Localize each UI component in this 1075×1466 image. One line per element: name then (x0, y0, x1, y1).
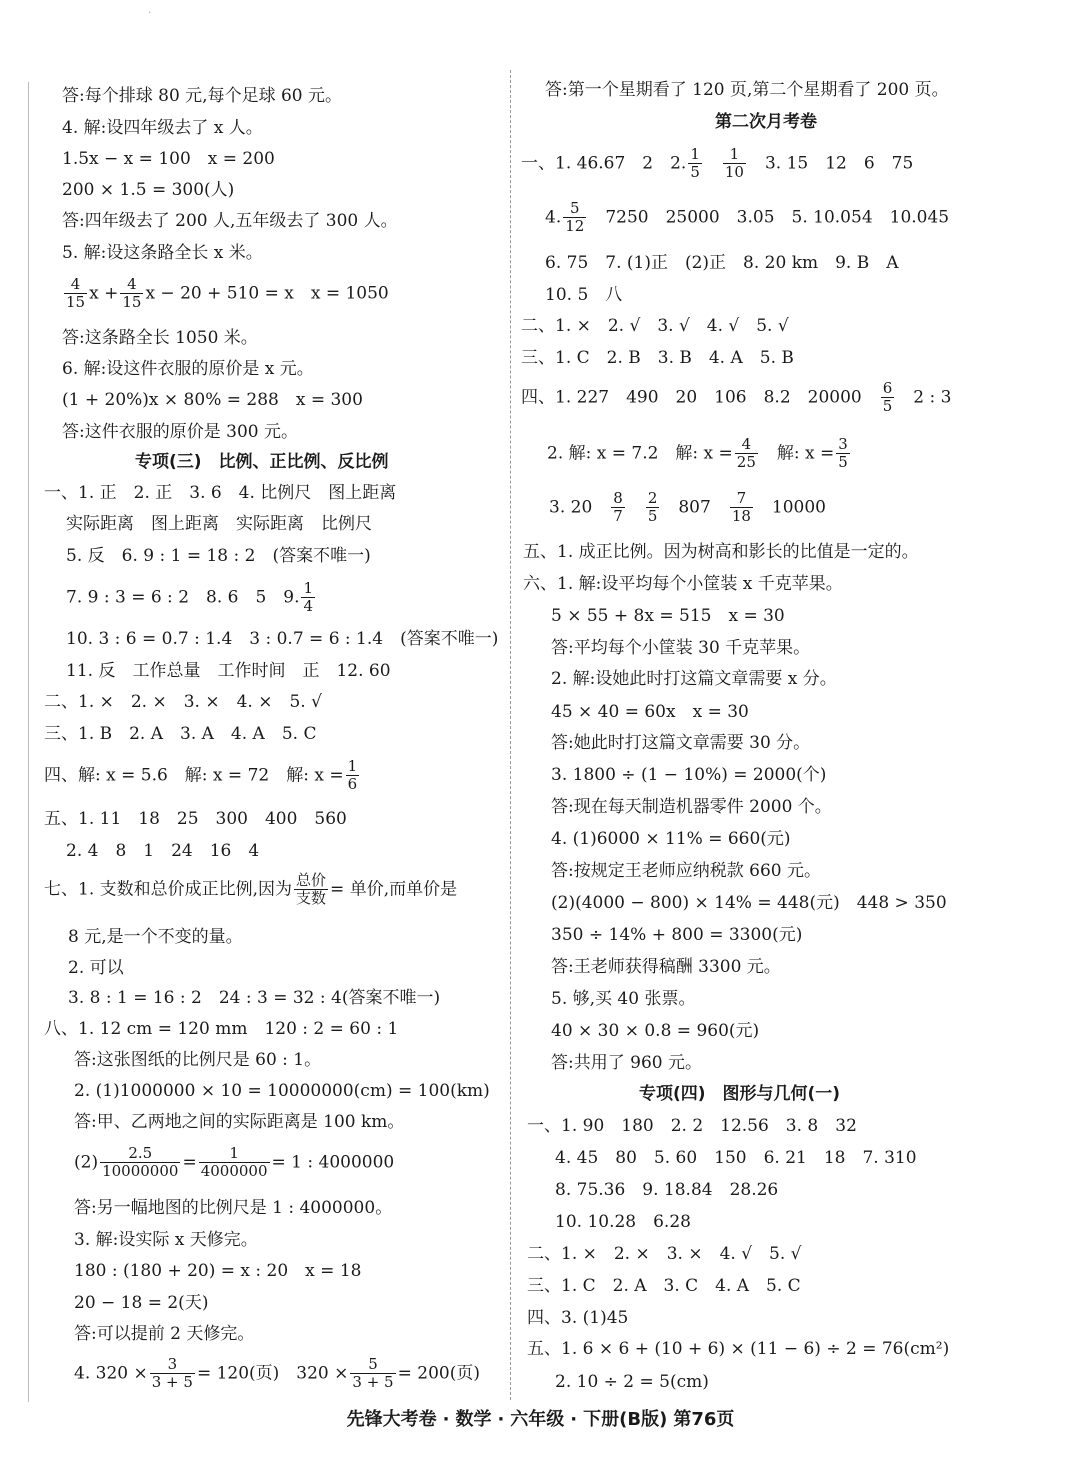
answer-line: 一、1. 46.67 2 2. $\frac{1}{5}$ $\frac{1}{10}$ 3. 15 12 6 75 (521, 145, 914, 181)
fraction: $\frac{4}{25}$ (736, 435, 756, 471)
fraction: $\frac{1}{5}$ (690, 145, 700, 181)
fraction: $\frac{7}{18}$ (731, 489, 751, 525)
left-margin-rule (28, 82, 29, 1402)
answer-line: 10. 3 : 6 = 0.7 : 1.4 3 : 0.7 = 6 : 1.4 (答案不唯一) (66, 629, 499, 649)
fraction: $\frac{3}{3 + 5}$ (151, 1355, 193, 1391)
answer-line: 4. 320 × $\frac{3}{3 + 5}$ = 120(页) 320 × $\frac{5}{3 + 5}$ = 200(页) (74, 1355, 480, 1391)
answer-line: 5. 够,买 40 张票。 (551, 989, 696, 1009)
answer-line: 350 ÷ 14% + 800 = 3300(元) (551, 925, 803, 945)
answer-line: 五、1. 11 18 25 300 400 560 (44, 809, 347, 829)
answer-line: 七、1. 支数和总价成正比例,因为 $\frac{\text{总价}}{\text{支数}}$ = 单价,而单价是 (44, 871, 458, 907)
answer-line: 答:共用了 960 元。 (551, 1053, 702, 1073)
page-footer: 先锋大考卷 · 数学 · 六年级 · 下册(B版) 第76页 (346, 1409, 735, 1430)
answer-line: 5. 解:设这条路全长 x 米。 (62, 243, 263, 263)
footer-subject: 数学 (455, 1409, 492, 1430)
answer-line: 六、1. 解:设平均每个小筐装 x 千克苹果。 (523, 574, 843, 594)
answer-line: 答:每个排球 80 元,每个足球 60 元。 (62, 86, 343, 106)
answer-line: 3. 解:设实际 x 天修完。 (74, 1230, 258, 1250)
fraction: $\frac{4}{15}$ (122, 275, 142, 311)
fraction: $\frac{3}{5}$ (838, 435, 848, 471)
section-heading: 专项(四) 图形与几何(一) (639, 1084, 841, 1104)
answer-line: 8. 75.36 9. 18.84 28.26 (555, 1180, 779, 1200)
answer-line: 答:另一幅地图的比例尺是 1 : 4000000。 (74, 1198, 393, 1218)
answer-line: 答:这张图纸的比例尺是 60 : 1。 (74, 1050, 322, 1070)
answer-line: 二、1. × 2. × 3. × 4. √ 5. √ (527, 1244, 802, 1264)
answer-line: 答:按规定王老师应纳税款 660 元。 (551, 861, 821, 881)
answer-line: 答:第一个星期看了 120 页,第二个星期看了 200 页。 (545, 80, 949, 100)
answer-line: 四、解: x = 5.6 解: x = 72 解: x = $\frac{1}{6}$ (44, 757, 358, 793)
answer-line: 答:四年级去了 200 人,五年级去了 300 人。 (62, 211, 398, 231)
fraction: $\frac{\text{总价}}{\text{支数}}$ (296, 871, 327, 907)
answer-line: 4. 45 80 5. 60 150 6. 21 18 7. 310 (555, 1148, 917, 1168)
answer-line: 实际距离 图上距离 实际距离 比例尺 (66, 514, 372, 534)
section-heading: 专项(三) 比例、正比例、反比例 (135, 452, 389, 472)
answer-line: 3. 1800 ÷ (1 − 10%) = 2000(个) (551, 765, 827, 785)
answer-line: 5 × 55 + 8x = 515 x = 30 (551, 606, 785, 626)
fraction: $\frac{5}{12}$ (565, 199, 585, 235)
answer-line: (2) $\frac{2.5}{10000000}$ = $\frac{1}{4000000}$ = 1 : 4000000 (74, 1144, 395, 1180)
answer-line: 2. 解: x = 7.2 解: x = $\frac{4}{25}$ 解: x = $\frac{3}{5}$ (547, 435, 848, 471)
answer-line: 答:王老师获得稿酬 3300 元。 (551, 957, 781, 977)
answer-line: 答:现在每天制造机器零件 2000 个。 (551, 797, 832, 817)
answer-line: 1.5x − x = 100 x = 200 (62, 149, 275, 169)
fraction: $\frac{5}{3 + 5}$ (352, 1355, 394, 1391)
answer-line: 二、1. × 2. √ 3. √ 4. √ 5. √ (521, 316, 789, 336)
fraction: $\frac{4}{15}$ (66, 275, 86, 311)
footer-grade: 六年级 (510, 1409, 565, 1430)
answer-line: 6. 解:设这件衣服的原价是 x 元。 (62, 359, 314, 379)
section-heading: 第二次月考卷 (715, 112, 817, 132)
page-number: 第76页 (673, 1409, 735, 1430)
answer-line: 五、1. 6 × 6 + (10 + 6) × (11 − 6) ÷ 2 = 76(cm²) (527, 1339, 950, 1359)
answer-line: 2. 4 8 1 24 16 4 (66, 841, 260, 861)
answer-line: 一、1. 90 180 2. 2 12.56 3. 8 32 (527, 1116, 857, 1136)
fraction: $\frac{1}{4}$ (303, 579, 314, 615)
fraction: $\frac{1}{10}$ (724, 145, 744, 181)
answer-line: 四、3. (1)45 (527, 1308, 629, 1328)
answer-line: 20 − 18 = 2(天) (74, 1293, 209, 1313)
fraction: $\frac{8}{7}$ (613, 489, 623, 525)
answer-line: 45 × 40 = 60x x = 30 (551, 702, 749, 722)
answer-line: 10. 5 八 (545, 285, 623, 305)
answer-line: $\frac{4}{15}$ x + $\frac{4}{15}$ x − 20 + 510 = x x = 1050 (66, 275, 389, 311)
answer-line: 2. 10 ÷ 2 = 5(cm) (555, 1372, 709, 1392)
answer-line: 答:她此时打这篇文章需要 30 分。 (551, 733, 811, 753)
column-divider (510, 70, 511, 1400)
fraction: $\frac{2}{5}$ (647, 489, 658, 525)
answer-line: 四、1. 227 490 20 106 8.2 20000 $\frac{6}{5}$ 2 : 3 (521, 379, 952, 415)
fraction: $\frac{1}{6}$ (347, 757, 358, 793)
answer-line: 答:这条路全长 1050 米。 (62, 328, 258, 348)
fraction: $\frac{6}{5}$ (882, 379, 893, 415)
answer-line: 11. 反 工作总量 工作时间 正 12. 60 (66, 661, 391, 681)
answer-line: 答:平均每个小筐装 30 千克苹果。 (551, 638, 811, 658)
answer-line: 200 × 1.5 = 300(人) (62, 180, 235, 200)
fraction: $\frac{1}{4000000}$ (200, 1144, 268, 1180)
answer-line: 8 元,是一个不变的量。 (68, 927, 243, 947)
answer-line: 7. 9 : 3 = 6 : 2 8. 6 5 9. $\frac{1}{4}$ (66, 579, 314, 615)
answer-line: 答:甲、乙两地之间的实际距离是 100 km。 (74, 1112, 405, 1132)
answer-line: 三、1. C 2. B 3. B 4. A 5. B (521, 348, 794, 368)
footer-volume: 下册(B版) (583, 1409, 668, 1430)
answer-line: 2. 解:设她此时打这篇文章需要 x 分。 (551, 669, 837, 689)
answer-line: (2)(4000 − 800) × 14% = 448(元) 448 > 350 (551, 893, 947, 913)
answer-line: 3. 20 $\frac{8}{7}$ $\frac{2}{5}$ 807 $\frac{7}{18}$ 10000 (549, 489, 826, 525)
answer-line: 2. (1)1000000 × 10 = 10000000(cm) = 100(km) (74, 1081, 490, 1101)
answer-line: 一、1. 正 2. 正 3. 6 4. 比例尺 图上距离 (44, 483, 397, 503)
answer-line: 2. 可以 (68, 958, 124, 978)
answer-line: 4. (1)6000 × 11% = 660(元) (551, 829, 791, 849)
answer-line: 答:这件衣服的原价是 300 元。 (62, 422, 298, 442)
answer-line: 180 : (180 + 20) = x : 20 x = 18 (74, 1261, 362, 1281)
answer-line: 10. 10.28 6.28 (555, 1212, 691, 1232)
answer-line: 答:可以提前 2 天修完。 (74, 1324, 255, 1344)
answer-line: 5. 反 6. 9 : 1 = 18 : 2 (答案不唯一) (66, 546, 371, 566)
answer-line: 三、1. C 2. A 3. C 4. A 5. C (527, 1276, 801, 1296)
scan-mark: · (148, 6, 152, 19)
answer-line: 三、1. B 2. A 3. A 4. A 5. C (44, 724, 317, 744)
answer-line: 3. 8 : 1 = 16 : 2 24 : 3 = 32 : 4(答案不唯一) (68, 988, 441, 1008)
answer-line: (1 + 20%)x × 80% = 288 x = 300 (62, 390, 363, 410)
answer-line: 6. 75 7. (1)正 (2)正 8. 20 km 9. B A (545, 253, 899, 273)
footer-book: 先锋大考卷 (346, 1409, 437, 1430)
answer-line: 40 × 30 × 0.8 = 960(元) (551, 1021, 760, 1041)
answer-line: 八、1. 12 cm = 120 mm 120 : 2 = 60 : 1 (44, 1019, 399, 1039)
fraction: $\frac{2.5}{10000000}$ (102, 1144, 179, 1180)
answer-line: 二、1. × 2. × 3. × 4. × 5. √ (44, 692, 322, 712)
answer-line: 4. 解:设四年级去了 x 人。 (62, 118, 263, 138)
answer-line: 五、1. 成正比例。因为树高和影长的比值是一定的。 (523, 542, 919, 562)
answer-line: 4. $\frac{5}{12}$ 7250 25000 3.05 5. 10.054 10.045 (545, 199, 950, 235)
